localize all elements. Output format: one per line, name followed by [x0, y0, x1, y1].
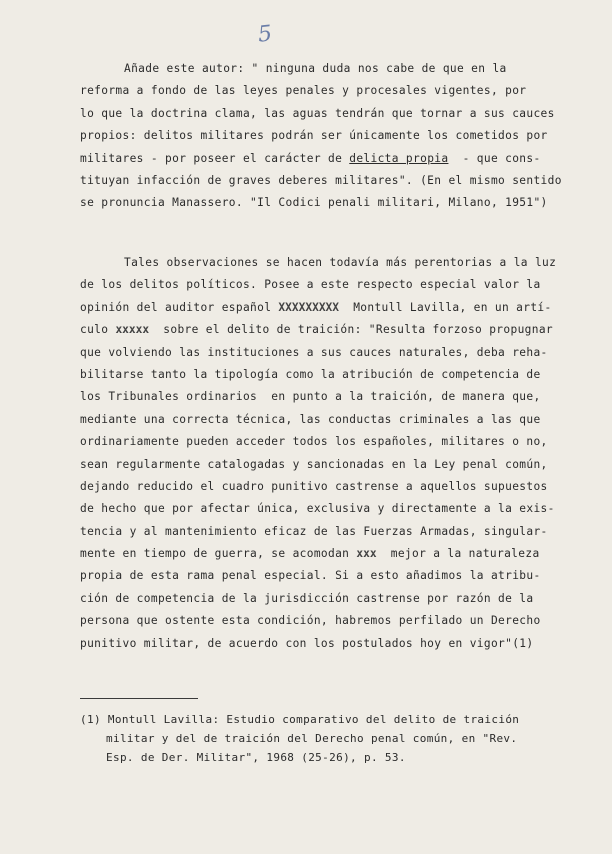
- struck-out-text: xxxxx: [115, 323, 150, 337]
- line-text: opinión del auditor español: [80, 300, 279, 314]
- text-line: los Tribunales ordinarios en punto a la traición, de manera que,: [80, 390, 541, 404]
- text-line: [80, 297, 550, 319]
- line-text: sobre el delito de traición: "Resulta forzoso propugnar: [149, 323, 553, 337]
- text-line: propios: delitos militares podrán ser únicamente los cometidos por: [80, 129, 548, 143]
- text-line: ordinariamente pueden acceder todos los españoles, militares o no,: [80, 435, 548, 449]
- text-line: punitivo militar, de acuerdo con los postulados hoy en vigor"(1): [80, 636, 534, 650]
- text-line: sean regularmente catalogadas y sancionadas en la Ley penal común,: [80, 457, 548, 471]
- text-line: reforma a fondo de las leyes penales y procesales vigentes, por: [80, 84, 527, 98]
- line-text: mente en tiempo de guerra, se acomodan: [80, 547, 357, 561]
- footnote-line: (1) Montull Lavilla: Estudio comparativo del delito de traición: [80, 713, 520, 726]
- text-line: ción de competencia de la jurisdicción castrense por razón de la: [80, 591, 534, 605]
- text-line: Tales observaciones se hacen todavía más perentorias a la luz: [124, 256, 557, 269]
- struck-out-text: xxx: [356, 547, 377, 561]
- text-line: bilitarse tanto la tipología como la atribución de competencia de: [80, 367, 541, 381]
- paragraph-1: [80, 58, 562, 215]
- text-line: de hecho que por afectar única, exclusiva y directamente a la exis-: [80, 502, 555, 516]
- paragraph-2: [80, 252, 557, 655]
- line-text: militares - por poseer el carácter de: [80, 151, 350, 165]
- text-line: mediante una correcta técnica, las conductas criminales a las que: [80, 412, 541, 426]
- text-line: propia de esta rama penal especial. Si a esto añadimos la atribu-: [80, 569, 541, 583]
- text-line: [80, 148, 550, 170]
- text-line: dejando reducido el cuadro punitivo castrense a aquellos supuestos: [80, 479, 548, 493]
- text-line: tencia y al mantenimiento eficaz de las Fuerzas Armadas, singular-: [80, 524, 548, 538]
- text-line: tituyan infacción de graves deberes militares". (En el mismo sentido: [80, 173, 562, 187]
- text-line: de los delitos políticos. Posee a este respecto especial valor la: [80, 278, 541, 292]
- text-line: lo que la doctrina clama, las aguas tendrán que tornar a sus cauces: [80, 106, 555, 120]
- text-line: que volviendo las instituciones a sus cauces naturales, deba reha-: [80, 345, 548, 359]
- footnote: [80, 710, 560, 767]
- text-line: se pronuncia Manassero. "Il Codici penali militari, Milano, 1951"): [80, 196, 548, 210]
- footnote-line: militar y del de traición del Derecho penal común, en "Rev.: [106, 732, 518, 745]
- struck-out-text: XXXXXXXXX: [278, 300, 340, 314]
- line-text: Montull Lavilla, en un artí-: [339, 300, 552, 314]
- text-line: persona que ostente esta condición, habremos perfilado un Derecho: [80, 614, 541, 628]
- text-line: Añade este autor: " ninguna duda nos cabe de que en la: [124, 62, 507, 75]
- line-text: mejor a la naturaleza: [376, 547, 540, 561]
- text-line: [80, 319, 553, 341]
- text-line: [80, 543, 550, 565]
- footnote-divider: [80, 698, 198, 699]
- footnote-line: Esp. de Der. Militar", 1968 (25-26), p. 53.: [106, 751, 406, 764]
- page-number: 5: [256, 21, 274, 48]
- line-text: culo: [80, 323, 116, 337]
- line-text: - que cons-: [448, 151, 541, 165]
- underlined-term: delicta propia: [349, 151, 449, 165]
